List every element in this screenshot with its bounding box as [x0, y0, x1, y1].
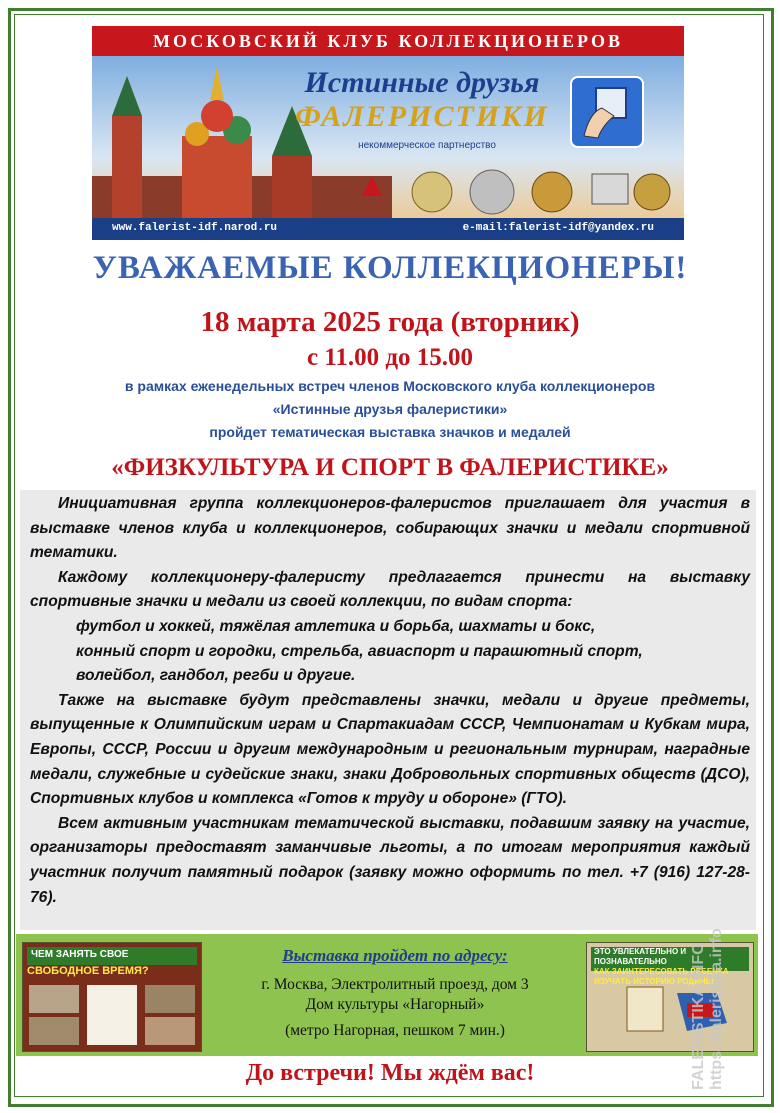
- event-info-line-2: «Истинные друзья фалеристики»: [272, 401, 508, 417]
- poster-right-caption-1: ЭТО УВЛЕКАТЕЛЬНО И ПОЗНАВАТЕЛЬНО: [594, 947, 687, 966]
- club-banner: [92, 26, 684, 240]
- sports-list-line-1: футбол и хоккей, тяжёлая атлетика и борьба, шахматы и бокс,: [76, 617, 596, 635]
- banner-subtitle: некоммерческое партнерство: [358, 140, 496, 151]
- free-time-poster-image: [22, 942, 202, 1052]
- club-logo-icon: [570, 76, 644, 148]
- exhibition-theme: «ФИЗКУЛЬТУРА И СПОРТ В ФАЛЕРИСТИКЕ»: [111, 454, 669, 481]
- event-info-line-1: в рамках еженедельных встреч членов Московского клуба коллекционеров: [124, 378, 656, 394]
- banner-email-link[interactable]: e-mail:falerist-idf@yandex.ru: [462, 222, 654, 234]
- address-metro: (метро Нагорная, пешком 7 мин.): [285, 1022, 505, 1039]
- event-date: 18 марта 2025 года (вторник): [200, 306, 580, 338]
- sports-list-line-2: конный спорт и городки, стрельба, авиаспорт и парашютный спорт,: [76, 642, 643, 660]
- poster-left-caption-1: ЧЕМ ЗАНЯТЬ СВОЕ: [27, 947, 197, 965]
- paragraph-exhibits: Также на выставке будут представлены значки, медали и другие предметы, выпущенные к Олимпийским играм и Спартакиадам СССР, Чемпионатам и Кубкам мира, Европы, СССР, России и другим международным и региональным турнирам, наградные медали, служебные и судейские знаки, знаки Добровольных спортивных обществ (ДСО), Спортивных клубов и комплекса «Готов к труду и обороне» (ГТО).: [30, 691, 750, 808]
- address-street: г. Москва, Электролитный проезд, дом 3: [261, 976, 529, 993]
- invitation-text: [30, 492, 750, 910]
- paragraph-benefits: Всем активным участникам тематической выставки, подавшим заявку на участие, организаторы предоставят заманчивые льготы, а по итогам мероприятия каждый участник получит памятный подарок (заявку можно оформить по тел. +7 (916) 127-28-76).: [30, 814, 750, 906]
- paragraph-offer: Каждому коллекционеру-фалеристу предлагается принести на выставку спортивные значки и медали из своей коллекции, по видам спорта:: [30, 568, 750, 611]
- banner-title-line1: Истинные друзья: [304, 66, 540, 99]
- banner-title-line2: ФАЛЕРИСТИКИ: [295, 100, 549, 133]
- sports-list-line-3: волейбол, гандбол, регби и другие.: [76, 667, 356, 685]
- page-heading: УВАЖАЕМЫЕ КОЛЛЕКЦИОНЕРЫ!: [92, 250, 688, 286]
- poster-right-caption-2: КАК ЗАИНТЕРЕСОВАТЬ РЕБЕНКА ИЗУЧАТЬ ИСТОРИЮ РОДИНЫ: [594, 967, 729, 986]
- watermark: FALERISTIKA.INFO https://faleristika.info: [690, 928, 725, 1090]
- banner-site-link[interactable]: www.falerist-idf.narod.ru: [112, 222, 278, 234]
- banner-contacts: [92, 218, 684, 240]
- paragraph-invitation: Инициативная группа коллекционеров-фалеристов приглашает для участия в выставке членов клуба и коллекционеров, собирающих значки и медали спортивной тематики.: [30, 495, 750, 562]
- event-info-line-3: пройдет тематическая выставка значков и медалей: [209, 424, 571, 440]
- poster-left-caption-2: СВОБОДНОЕ ВРЕМЯ?: [27, 965, 149, 977]
- medals-image: [342, 166, 672, 218]
- address-venue: Дом культуры «Нагорный»: [305, 996, 485, 1013]
- closing-phrase: До встречи! Мы ждём вас!: [245, 1060, 535, 1086]
- poster-left-photos: [23, 981, 201, 1051]
- address-heading: Выставка пройдет по адресу:: [282, 946, 508, 965]
- banner-club-name: МОСКОВСКИЙ КЛУБ КОЛЛЕКЦИОНЕРОВ: [92, 26, 684, 56]
- event-time: с 11.00 до 15.00: [306, 344, 474, 371]
